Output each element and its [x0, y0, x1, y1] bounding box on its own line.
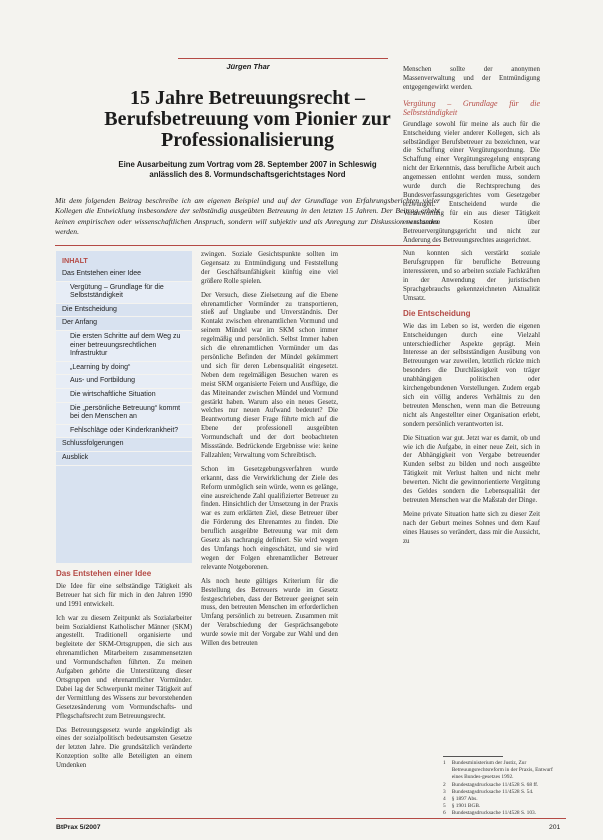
toc-item: Die „persönliche Betreuung“ kommt bei den Menschen an — [56, 403, 192, 425]
footnote-number: 5 — [443, 803, 446, 810]
abstract-divider — [55, 245, 440, 246]
toc-item: Fehlschläge oder Kinderkrankheit? — [56, 425, 192, 439]
column-2 — [201, 251, 338, 654]
footnote-divider — [443, 756, 503, 757]
toc-item: Das Entstehen einer Idee — [56, 268, 192, 282]
toc-item: Vergütung – Grundlage für die Selbstständigkeit — [56, 282, 192, 304]
section-heading: Das Entstehen einer Idee — [56, 569, 152, 578]
toc-item: Die ersten Schritte auf dem Weg zu einer betreuungsrechtlichen Infrastruktur — [56, 331, 192, 362]
paragraph: Die Situation war gut. Jetzt war es damit, ob und wie ich die Aufgabe, in einer neue Zeit, sich in der Abhängigkeit von Vergabe betreuender Kunden selbst zu bilden und noch ausgeübte Tätigkeit mit Verlust halten und nicht mehr bewerten. Nicht die gewinnorientierte Vergütung des Geldes sondern die Lebensqualität der betreuten Menschen war die Maßstab der Dinge. — [403, 434, 540, 504]
footnote — [443, 803, 563, 810]
paragraph: Schon im Gesetzgebungsverfahren wurde erkannt, dass die Verwirklichung der Ziele des Reform unmöglich sein würde, wenn es gelänge, eine ausreichende Zahl qualifizierter Betreuer zu finden. Hinsichtlich der Umsetzung in der Praxis war es zum erklärten Ziel, diese Betreuer über die Förderung des Ehrenamtes zu finden. Die beruflich ausgeübte Betreuung war mit dem Gesetz als nachrangig definiert. Sie wird wegen des Umfangs hoch eingeschätzt, und sie wird wegen der Folgen ehrenamtlicher Betreuer relevante Notgeborenen. — [201, 465, 338, 571]
title-line: Berufsbetreuung vom Pionier zur — [104, 108, 391, 130]
paragraph: Nun konnten sich verstärkt soziale Berufsgruppen für berufliche Betreuung interessieren, und so arbeiten soziale Fachkräften in der Anwendung der juristischen Sprachgebrauchs gekennzeichneten Aktualität Umsatz. — [403, 250, 540, 302]
journal-issue: BtPrax 5/2007 — [56, 824, 101, 831]
toc-item: Die wirtschaftliche Situation — [56, 389, 192, 403]
footnote-text: § 1897 Abs. — [451, 796, 478, 803]
footnote-text: Bundesministerium der Justiz, Zur Betreuungsrechtsreform in der Praxis, Entwurf eines Bundes-gesetzes 1992. — [451, 760, 553, 781]
article-title — [55, 88, 440, 151]
toc-item: Schlussfolgerungen — [56, 438, 192, 452]
paragraph: Die Idee für eine selbständige Tätigkeit als Betreuer hat sich für mich in den Jahren 1990 und 1991 entwickelt. — [56, 582, 192, 608]
footnote-number: 2 — [443, 781, 446, 788]
paragraph: Menschen sollte der anonymen Massenverwaltung und der Entmündigung entgegengewirkt werden. — [403, 66, 540, 91]
footnote — [443, 789, 563, 796]
page-number: 201 — [549, 824, 561, 831]
toc-heading: INHALT — [62, 256, 88, 265]
section-heading: Die Entscheidung — [403, 308, 471, 318]
section-heading: Vergütung – Grundlage für die Selbstständigkeit — [403, 98, 540, 117]
footnote-text: Bundestagsdrucksache 11/4528 S. 54. — [451, 788, 534, 795]
footnote-text: Bundestagsdrucksache 11/4528 S. 103. — [451, 810, 537, 817]
footer-rule — [56, 818, 566, 819]
author-name: Jürgen Thar — [226, 62, 270, 71]
column-1 — [56, 570, 192, 776]
table-of-contents — [56, 251, 192, 563]
subtitle-line: Eine Ausarbeitung zum Vortrag vom 28. September 2007 in Schleswig — [118, 160, 377, 169]
footnote-number: 3 — [443, 788, 446, 795]
paragraph: Meine private Situation hatte sich zu dieser Zeit nach der Geburt meines Sohnes und dem Kauf eines Hauses so verändert, dass mir die Aussicht, zu — [403, 510, 540, 545]
paragraph: Wie das im Leben so ist, werden die eigenen Entscheidungen durch eine Vielzahl unterschiedlicher Aspekte geprägt. Mein Interesse an der selbstständigen Ausübung von Betreuungen war zuweilen, letztlich rückte mich besonders die Durchlässigkeit von träger unabhängigen politischen oder kirchengebundenen Vorstellungen. Zudem ergab sich ein völlig anderes Verhältnis zu den betreuten Menschen, wenn man die Betreuung nicht als Angestellter einer Organisation erlebt, sondern persönlich verantworten ist. — [403, 322, 540, 428]
paragraph: Ich war zu diesem Zeitpunkt als Sozialarbeiter beim Sozialdienst Katholischer Männer (SKM) angestellt. Traditionell organisierte und begleitete der SKM-Ortsgruppen, die sich aus ehrenamtlichen Mitarbeitern zusammensetzten und Vormundschaften führten. Zu meinen Aufgaben gehörte die Unterstützung dieser Ortsgruppen und ehrenamtlicher Vormünder. Dabei lag der Schwerpunkt meiner Tätigkeit auf der Vermittlung des Wissens zur bevorstehenden Gesetzesänderung vom Vormundschafts- und Pflegschaftsrecht zum Betreuungsrecht. — [56, 614, 192, 720]
toc-item: Ausblick — [56, 452, 192, 466]
toc-item: Die Entscheidung — [56, 304, 192, 318]
article-subtitle — [60, 160, 435, 180]
paragraph: Der Versuch, diese Zielsetzung auf die Ebene ehrenamtlicher Vormünder zu transportieren, stieß auf Unglaube und Unverständnis. Der Kontakt zwischen ehrenamtlichen Vormund und seinem Mündel war im SKM schon immer regelmäßig und persönlich. Selbst Immer haben sich die ehrenamtlichen Vormünder um das persönliche Befinden der Mündel gekümmert und sich für deren Lebensqualität eingesetzt. Neben dem regelmäßigen Besuchen waren es meist SKM organisierte Feiern und Ausflüge, die das Miteinander zwischen Mündel und Vormund gestärkt haben. Warum also ein neues Gesetz, welches nur neuen Aufwand bedeutet? Die Beantwortung dieser Frage führte mich auf die Ebene der professionell ausgeübten Vormundschaft und der dort beobachteten Missstände. Bedrückende Ergebnisse wie: keine Fallzahlen; Verwaltung vom Schreibtisch. — [201, 291, 338, 459]
paragraph: Das Betreuungsgesetz wurde angekündigt als eines der sozialpolitisch bedeutsamsten Gesetze der letzten Jahre. Die grundsätzlich veränderte Konzeption sollte alle Beteiligten an einem Umdenken — [56, 726, 192, 770]
footnote-text: § 1901 BGB. — [451, 803, 481, 810]
subtitle-line: anlässlich des 8. Vormundschaftsgerichtstages Nord — [149, 170, 346, 179]
paragraph: Grundlage sowohl für meine als auch für die Entscheidung vieler anderer Kollegen, sich als selbständiger Berufsbetreuer zu bezeichnen, war die Schaffung einer Vergütungsordnung. Die Schaffung einer Vergütungsregelung entsprang nicht der Erkenntnis, dass berufliche Arbeit auch angemessen entlohnt werden muss, sondern wurde durch die Rechtsprechung des Bundesverfassungsgerichtes vom Gesetzgeber erzwungen. Entscheidend wurde die Verantwortung für ein aus dieser Tätigkeit erwachsenen Kosten über Betreuervergütungsgericht und nicht zur Änderung des Betreuungsrechtes ausgerichtet. — [403, 120, 540, 244]
toc-item: „Learning by doing“ — [56, 362, 192, 376]
footnote — [443, 782, 563, 789]
top-rule — [178, 58, 388, 59]
footnote-number: 6 — [443, 810, 446, 817]
footnotes — [443, 760, 563, 818]
footnote — [443, 796, 563, 803]
toc-list — [56, 268, 192, 466]
paragraph: zwingen. Soziale Gesichtspunkte sollten im Gegensatz zu Entmündigung und Feststellung der Geschäftsunfähigkeit künftig eine viel größere Rolle spielen. — [201, 251, 338, 285]
footnote-text: Bundestagsdrucksache 11/4528 S. 68 ff. — [451, 781, 539, 788]
toc-item: Der Anfang — [56, 317, 192, 331]
footnote — [443, 760, 563, 782]
title-line: 15 Jahre Betreuungsrecht – — [130, 87, 365, 109]
article-abstract: Mit dem folgenden Beitrag beschreibe ich am eigenen Beispiel und auf der Grundlage von Erfahrungsberichten vieler Kollegen die Entwicklung insbesondere der selbständig ausgeübten Betreuung in den letzten 15 Jahren. Der Beitrag erhebt keinen empirischen oder wissenschaftlichen Anspruch, sondern will subjektiv und als Anregung zur Diskussion verstanden werden. — [55, 196, 440, 237]
footnote-number: 4 — [443, 796, 446, 803]
title-line: Professionalisierung — [161, 129, 334, 151]
paragraph: Als noch heute gültiges Kriterium für die Bestellung des Betreuers wurde im Gesetz festgeschrieben, dass der Betreuer geeignet sein muss, den betreuten Menschen im erforderlichen Umfang persönlich zu betreuen. Zusammen mit der Verabschiedung der Gesprächsangebote wurde sowie mit der Vorgabe zur Wahl und den Willen des betreuten — [201, 577, 338, 648]
column-3 — [403, 66, 540, 752]
toc-item: Aus- und Fortbildung — [56, 375, 192, 389]
footnote-number: 1 — [443, 760, 446, 766]
footnote — [443, 810, 563, 817]
